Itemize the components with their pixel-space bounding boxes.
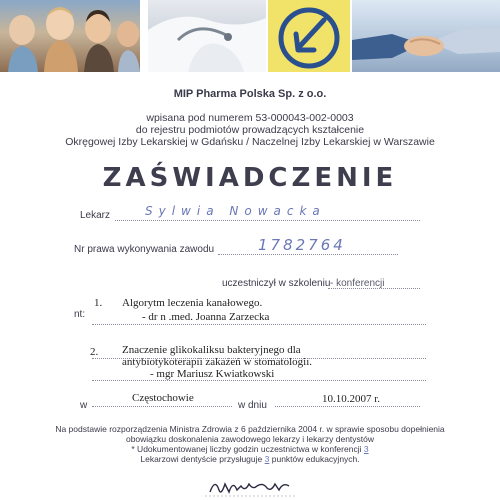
participated-line	[328, 288, 420, 289]
hours-text: * Udokumentowanej liczby godzin uczestnictwa w konferencji	[131, 444, 362, 454]
topic-2-number: 2.	[90, 346, 99, 358]
date-value: 10.10.2007 r.	[322, 393, 381, 405]
topic-line	[92, 380, 426, 381]
license-line	[218, 254, 398, 255]
header-banner	[0, 0, 500, 72]
date-prefix: w dniu	[238, 400, 267, 411]
participated-label: uczestniczył w szkoleniu	[222, 278, 331, 289]
hours-number: 3	[363, 444, 369, 454]
doctor-name-handwritten: Sylwia Nowacka	[145, 204, 326, 218]
regulation-text: Na podstawie rozporządzenia Ministra Zdrowia z 6 października 2004 r. w sprawie sposobu dopełnienia	[55, 424, 445, 434]
points-line	[0, 454, 500, 464]
topic-1-speaker: - dr n .med. Joanna Zarzecka	[142, 311, 270, 323]
registry-number: wpisana pod numerem 53-000043-002-0003	[146, 112, 354, 124]
topic-2-title: Znaczenie glikokaliksu bakteryjnego dla	[122, 344, 301, 356]
topic-2-speaker: - mgr Mariusz Kwiatkowski	[150, 368, 275, 380]
topic-1-number: 1.	[94, 297, 103, 309]
photo-people-group	[0, 0, 140, 72]
place-value: Częstochowie	[132, 392, 194, 404]
license-number-handwritten: 1782764	[258, 236, 346, 254]
chamber-names: Okręgowej Izby Lekarskiej w Gdańsku / Naczelnej Izby Lekarskiej w Warszawie	[65, 136, 435, 148]
company-name: MIP Pharma Polska Sp. z o.o.	[173, 88, 327, 100]
document-title: ZAŚWIADCZENIE	[102, 163, 398, 193]
topic-1-title: Algorytm leczenia kanałowego.	[122, 297, 263, 309]
points-suffix: punktów edukacyjnych.	[271, 454, 360, 464]
place-prefix: w	[80, 400, 88, 411]
topic-line	[92, 324, 426, 325]
registry-description: do rejestru podmiotów prowadzących kształcenie	[135, 124, 365, 136]
topic-label: nt:	[74, 309, 86, 320]
photo-handshake	[352, 0, 500, 72]
date-line	[275, 406, 420, 407]
points-number: 3	[264, 454, 270, 464]
participated-type: - konferencji	[330, 278, 385, 289]
topic-line	[92, 358, 426, 359]
banner-divider	[142, 0, 144, 72]
signature	[205, 474, 295, 498]
points-text: Lekarzowi dentyście przysługuje	[140, 454, 263, 464]
doctor-line	[115, 220, 420, 221]
topic-2-title-cont: antybiotykoterapii zakażeń w stomatologii.	[122, 356, 313, 368]
photo-doctor	[148, 0, 266, 72]
hours-line	[0, 444, 500, 454]
regulation-text-cont: obowiązku doskonalenia zawodowego lekarzy i lekarzy dentystów	[125, 434, 375, 444]
license-label: Nr prawa wykonywania zawodu	[74, 244, 215, 255]
place-line	[92, 406, 232, 407]
logo-arrow-circle	[268, 0, 350, 72]
doctor-label: Lekarz	[80, 210, 111, 221]
